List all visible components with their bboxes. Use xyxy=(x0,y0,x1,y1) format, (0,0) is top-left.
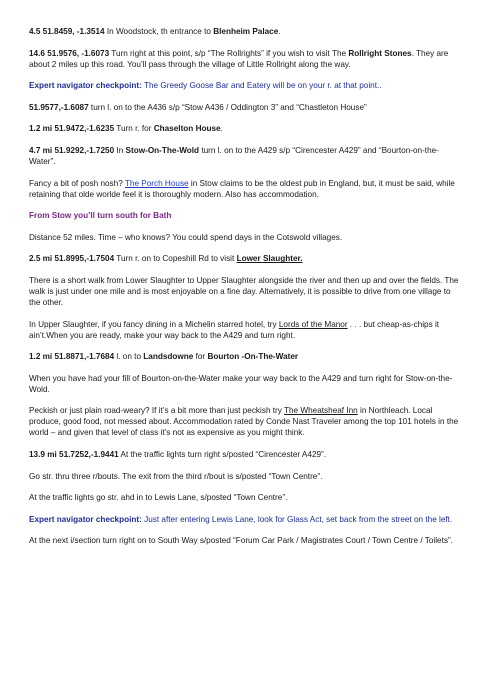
route-note: When you have had your fill of Bourton-on-the-Water make your way back to the A429 and turn right for Stow-on-the-Wold. xyxy=(29,373,453,394)
route-summary: Distance 52 miles. Time – who knows? You could spend days in the Cotswold villages. xyxy=(29,232,343,242)
route-step: 2.5 mi 51.8995,-1.7504 Turn r. on to Copeshill Rd to visit Lower Slaughter. xyxy=(29,254,303,264)
pub-recommendation: Fancy a bit of posh nosh? The Porch House in Stow claims to be the oldest pub in England, but, it must be said, while retaining that olde worlde feel it is thoroughly modern. Also has accommodation. xyxy=(29,178,455,199)
destination-name: Bourton -On-The-Water xyxy=(207,352,299,362)
route-step: 1.2 mi 51.9472,-1.6235 Turn r. for Chaselton House. xyxy=(29,124,223,134)
route-step: 4.7 mi 51.9292,-1.7250 In Stow-On-The-Wold turn l. on to the A429 s/p “Cirencester A429” and “Bourton-on-the-Water”. xyxy=(29,145,439,166)
pub-recommendation: Peckish or just plain road-weary? If it’s a bit more than just peckish try The Wheatsheaf Inn in Northleach. Local produce, good food, not messed about. Accommodation rated by Conde Nast Traveler among the top 101 hotels in the world – and given that level of class it’s not as expensive as you might think. xyxy=(29,406,459,438)
gps-coordinates: 1.2 mi 51.8871,-1.7684 xyxy=(29,352,115,362)
route-note: At the traffic lights go str. ahd in to Lewis Lane, s/posted “Town Centre”. xyxy=(29,493,288,503)
checkpoint-label: Expert navigator checkpoint: xyxy=(29,514,142,524)
lower-slaughter-link[interactable]: Lower Slaughter. xyxy=(236,254,303,264)
route-document xyxy=(29,26,459,557)
destination-name: Chaselton House xyxy=(153,124,221,134)
section-heading: From Stow you’ll turn south for Bath xyxy=(29,211,172,221)
route-step: 4.5 51.8459, -1.3514 In Woodstock, th entrance to Blenheim Palace. xyxy=(29,27,281,36)
gps-coordinates: 13.9 mi 51.7252,-1.9441 xyxy=(29,449,119,459)
route-step: 1.2 mi 51.8871,-1.7684 l. on to Landsdowne for Bourton -On-The-Water xyxy=(29,352,299,362)
gps-coordinates: 51.9577,-1.6087 xyxy=(29,102,89,112)
gps-coordinates: 2.5 mi 51.8995,-1.7504 xyxy=(29,254,115,264)
dining-recommendation: In Upper Slaughter, if you fancy dining in a Michelin starred hotel, try Lords of the Manor . . . but cheap-as-chips it ain’t.When you are ready, make your way back to the A429 and turn right. xyxy=(29,319,440,340)
destination-name: Rollright Stones xyxy=(348,48,412,58)
gps-coordinates: 4.7 mi 51.9292,-1.7250 xyxy=(29,145,115,155)
navigator-checkpoint: Expert navigator checkpoint: Just after entering Lewis Lane, look for Glass Act, set back from the street on the left. xyxy=(29,514,453,524)
lords-of-the-manor-link[interactable]: Lords of the Manor xyxy=(278,319,348,329)
checkpoint-label: Expert navigator checkpoint: xyxy=(29,81,142,91)
gps-coordinates: 14.6 51.9576, -1.6073 xyxy=(29,48,110,58)
destination-name: Blenheim Palace xyxy=(213,27,279,36)
destination-name: Landsdowne xyxy=(143,352,194,362)
gps-coordinates: 4.5 51.8459, -1.3514 xyxy=(29,27,105,36)
route-step: 14.6 51.9576, -1.6073 Turn right at this point, s/p “The Rollrights” if you wish to visit The Rollright Stones. They are about 2 miles up this road. You’ll pass through the village of Little Rollright along the way. xyxy=(29,48,449,69)
route-step: 51.9577,-1.6087 turn l. on to the A436 s/p “Stow A436 / Oddington 3” and “Chastleton House” xyxy=(29,102,367,112)
place-name: Stow-On-The-Wold xyxy=(125,145,200,155)
navigator-checkpoint: Expert navigator checkpoint: The Greedy Goose Bar and Eatery will be on your r. at that point.. xyxy=(29,81,382,91)
walk-description: There is a short walk from Lower Slaughter to Upper Slaughter alongside the river and then up and over the fields. The walk is just under one mile and is most enjoyable on a fine day. Alternatively, it is possible to drive from one village to the other. xyxy=(29,275,459,307)
route-note: At the next i/section turn right on to South Way s/posted “Forum Car Park / Magistrates Court / Town Centre / Toilets”. xyxy=(29,536,453,546)
gps-coordinates: 1.2 mi 51.9472,-1.6235 xyxy=(29,124,115,134)
wheatsheaf-inn-link[interactable]: The Wheatsheaf Inn xyxy=(284,406,358,416)
porch-house-link[interactable]: The Porch House xyxy=(124,178,189,188)
route-note: Go str. thru three r/bouts. The exit from the third r/bout is s/posted “Town Centre”. xyxy=(29,471,323,481)
route-step: 13.9 mi 51.7252,-1.9441 At the traffic lights turn right s/posted “Cirencester A429”. xyxy=(29,449,327,459)
